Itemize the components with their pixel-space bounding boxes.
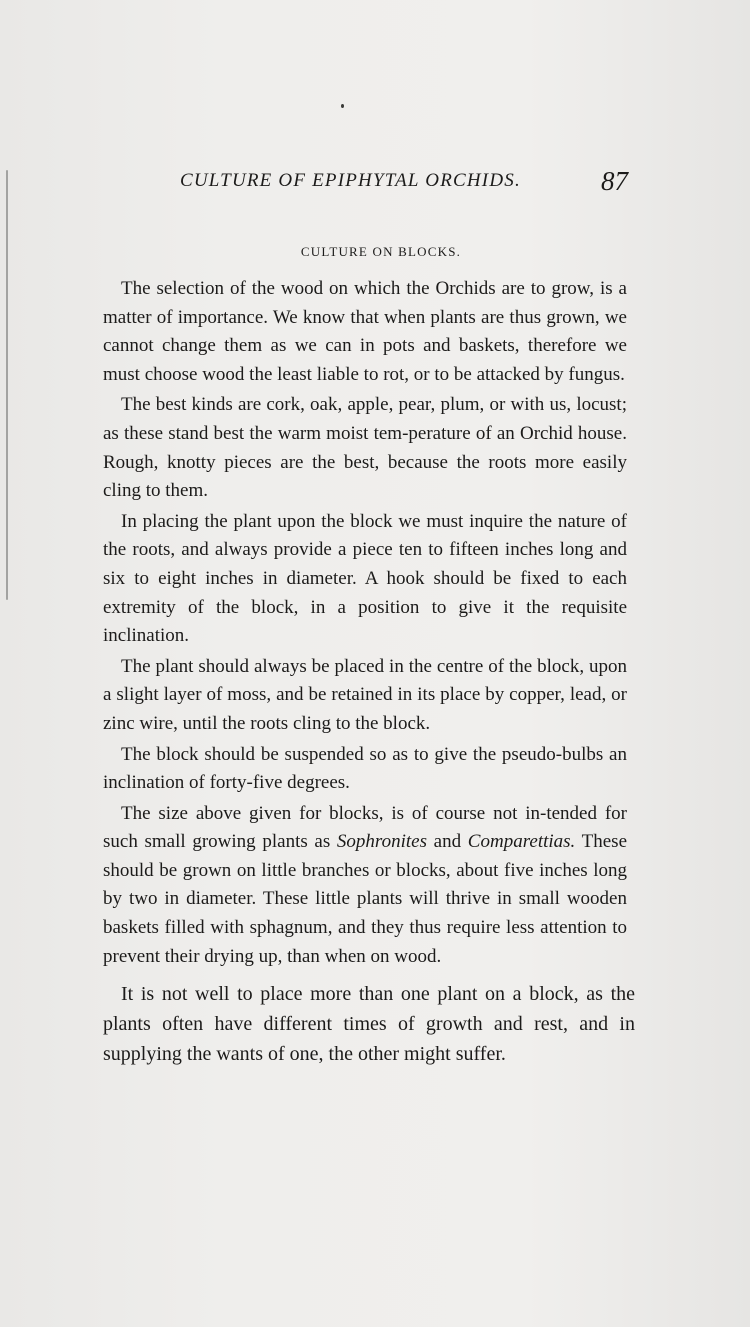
block-size-text-after: These should be grown on little branches or blocks, about five inches long by two in diameter. These little plants will thrive in small wooden baskets filled with sphagnum, and they thus require less attention to prevent their drying up, than when on wood.	[103, 831, 627, 967]
running-head	[180, 166, 630, 202]
ink-speck	[341, 104, 344, 108]
page-edge-shadow	[6, 170, 8, 600]
paragraph-suspension: The block should be suspended so as to give the pseudo-bulbs an inclination of forty-five degrees.	[103, 743, 627, 794]
paragraph-plant-centre: The plant should always be placed in the centre of the block, upon a slight layer of moss, and be retained in its place by copper, lead, or zinc wire, until the roots cling to the block.	[103, 655, 627, 734]
section-heading	[0, 244, 750, 260]
block-size-text-before: The size above given for blocks, is of course not in-tended for such small growing plants as	[103, 802, 627, 853]
section-heading-text: CULTURE ON BLOCKS.	[300, 244, 462, 259]
paragraph-placing-plant: In placing the plant upon the block we must inquire the nature of the roots, and always provide a piece ten to fifteen inches long and six to eight inches in diameter. A hook should be fixed to each extremity of the block, in a position to give it the requisite inclination.	[103, 510, 627, 647]
running-title: CULTURE OF EPIPHYTAL ORCHIDS.	[180, 170, 521, 191]
paragraph-wood-selection: The selection of the wood on which the Orchids are to grow, is a matter of importance. We know that when plants are thus grown, we cannot change them as we can in pots and baskets, therefore we must choose wood the least liable to rot, or to be attacked by fungus.	[103, 278, 627, 385]
paragraph-best-kinds: The best kinds are cork, oak, apple, pear, plum, or with us, locust; as these stand best the warm moist tem-perature of an Orchid house. Rough, knotty pieces are the best, because the roots more easily cling to them.	[103, 394, 627, 502]
body-text	[103, 275, 635, 1071]
paragraph-one-plant-per-block: It is not well to place more than one plant on a block, as the plants often have different times of growth and rest, and in supplying the wants of one, the other might suffer.	[103, 983, 635, 1066]
paragraph-block-size	[103, 800, 627, 972]
italic-sophronites: Sophronites	[336, 831, 427, 853]
page-number: 87	[601, 166, 628, 196]
block-size-text-middle: and	[427, 831, 468, 853]
italic-comparettias: Comparettias.	[467, 831, 576, 853]
